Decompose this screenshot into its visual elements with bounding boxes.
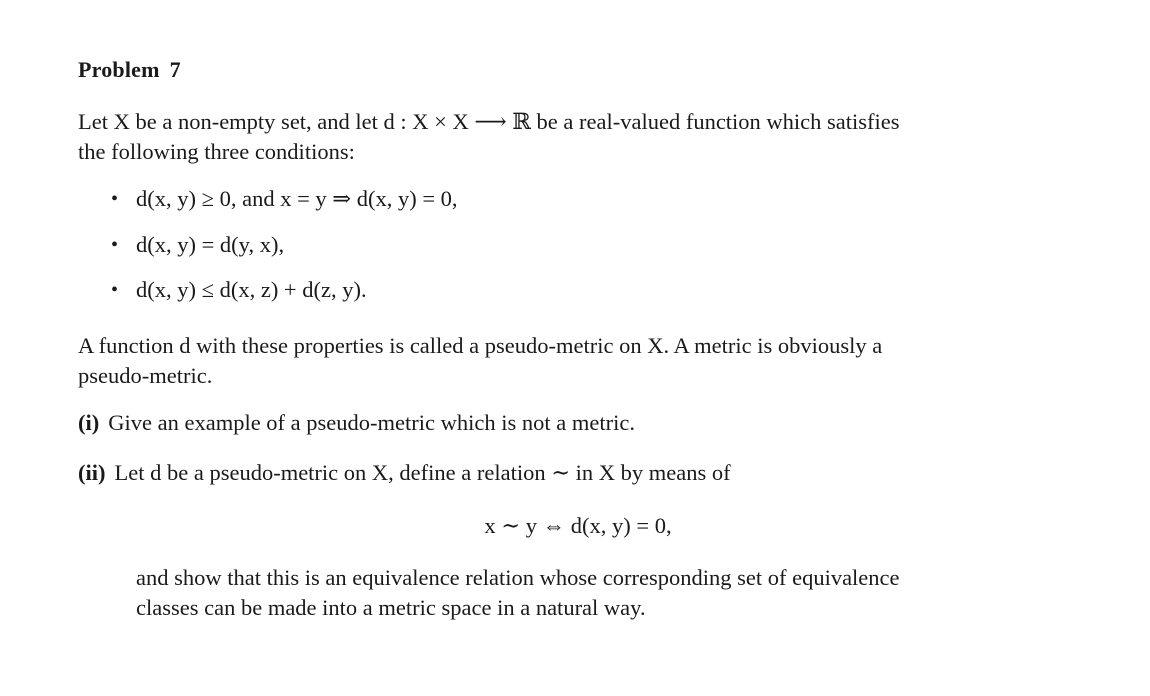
problem-number: 7 [169,57,181,82]
definition-paragraph [78,331,1023,391]
part-ii [78,458,731,488]
bullet-icon: • [111,233,119,256]
condition-text: d(x, y) = d(y, x), [136,231,285,257]
problem-title-label: Problem [78,57,160,82]
part-i-text: Give an example of a pseudo-metric which is not a metric. [108,410,635,435]
condition-text: d(x, y) ≥ 0, and x = y ⇒ d(x, y) = 0, [136,186,458,211]
part-ii-text: Let d be a pseudo-metric on X, define a relation ∼ in X by means of [114,460,731,485]
condition-item [78,275,458,305]
part-i-label: (i) [78,410,100,435]
condition-item [78,230,458,260]
display-equation: x ∼ y ⇔ d(x, y) = 0, [484,513,672,538]
conditions-list [78,184,458,321]
problem-title [78,55,181,85]
bullet-icon: • [111,279,119,301]
intro-paragraph [78,107,1023,167]
condition-item [78,184,458,214]
bullet-icon: • [111,188,119,210]
definition-line-1: A function d with these properties is called a pseudo-metric on X. A metric is obviously a [78,333,883,358]
condition-text: d(x, y) ≤ d(x, z) + d(z, y). [136,277,367,302]
continuation-line-1: and show that this is an equivalence relation whose corresponding set of equivalence [136,565,900,590]
intro-line-2: the following three conditions: [78,139,355,164]
definition-line-2: pseudo-metric. [78,363,213,388]
continuation-line-2: classes can be made into a metric space in a natural way. [136,595,646,620]
part-ii-label: (ii) [78,460,106,485]
part-i [78,408,635,438]
intro-line-1: Let X be a non-empty set, and let d : X × X ⟶ ℝ be a real-valued function which satisfies [78,109,900,134]
part-ii-continuation [136,563,1023,623]
